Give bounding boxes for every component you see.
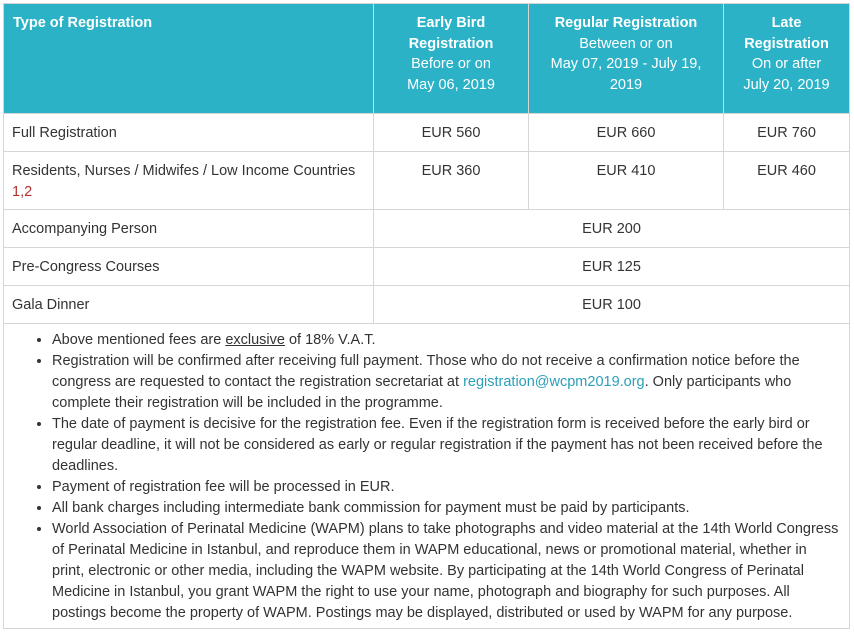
row-label: Gala Dinner [4, 286, 374, 324]
header-late-line2: Registration [744, 35, 829, 52]
regular-fee: EUR 410 [529, 152, 724, 210]
regular-fee: EUR 660 [529, 114, 724, 152]
header-regular-line2: Between or on [579, 35, 673, 52]
note-text: Above mentioned fees are [52, 332, 226, 348]
list-item [52, 330, 839, 351]
notes-row [4, 324, 850, 629]
header-row [4, 4, 850, 114]
footnote-ref: 1,2 [12, 183, 33, 200]
note-emphasis: exclusive [225, 332, 285, 348]
note-text: of 18% V.A.T. [284, 332, 376, 348]
header-late-line4: July 20, 2019 [743, 76, 830, 93]
late-fee: EUR 460 [724, 152, 850, 210]
list-item: • World Association of Perinatal Medicine (WAPM) plans to take photographs and video material at the 14th World Congress of Perinatal Medicine in Istanbul, and reproduce them in WAPM educational, news or promotional material, whether in print, electronic or other media, including the WAPM website. By participating at the 14th World Congress of Perinatal Medicine in Istanbul, you grant WAPM the right to use your name, photograph and biography for such purposes. All postings become the property of WAPM. Postings may be displayed, distributed or used by WAPM for any purpose. [52, 519, 839, 624]
row-label-text: Residents, Nurses / Midwifes / Low Income Countries [12, 163, 356, 179]
header-type: Type of Registration [4, 4, 374, 114]
registration-fees-table [3, 3, 850, 629]
flat-fee: EUR 200 [374, 210, 850, 248]
table-row [4, 286, 850, 324]
header-regular-line1: Regular Registration [554, 15, 698, 31]
header-early-line4: May 06, 2019 [407, 76, 495, 93]
list-item: • The date of payment is decisive for the registration fee. Even if the registration form is received before the early bird or regular deadline, it will not be considered as early or regular registration if the payment has not been received before the deadlines. [52, 414, 839, 477]
header-late [724, 4, 850, 114]
late-fee: EUR 760 [724, 114, 850, 152]
list-item [52, 351, 839, 414]
note-text: Registration will be confirmed after receiving full payment. Those who do not receive a confirmation notice before the congress are requested to contact the registration secretariat at [52, 353, 800, 390]
row-label [4, 152, 374, 210]
early-bird-fee: EUR 360 [374, 152, 529, 210]
flat-fee: EUR 125 [374, 248, 850, 286]
row-label: Pre-Congress Courses [4, 248, 374, 286]
table-row [4, 114, 850, 152]
header-regular-line4: 2019 [609, 76, 643, 93]
header-early-line1: Early Bird [416, 15, 486, 31]
row-label: Accompanying Person [4, 210, 374, 248]
registration-email-link[interactable]: registration@wcpm2019.org [463, 374, 645, 390]
table-row [4, 152, 850, 210]
list-item: • All bank charges including intermediate bank commission for payment must be paid by participants. [52, 498, 839, 519]
table-row [4, 210, 850, 248]
header-early-line3: Before or on [411, 56, 491, 72]
row-label: Full Registration [4, 114, 374, 152]
header-early-line2: Registration [408, 35, 494, 52]
note-text: . Only participants who complete their registration will be included in the programme. [52, 374, 792, 411]
flat-fee: EUR 100 [374, 286, 850, 324]
header-early-bird [374, 4, 529, 114]
header-late-line1: Late [771, 15, 802, 31]
notes-cell [4, 324, 850, 629]
notes-list [14, 330, 839, 624]
header-regular [529, 4, 724, 114]
list-item: • Payment of registration fee will be processed in EUR. [52, 477, 839, 498]
header-regular-line3: May 07, 2019 - July 19, [550, 56, 702, 72]
header-late-line3: On or after [751, 56, 822, 72]
table-row [4, 248, 850, 286]
early-bird-fee: EUR 560 [374, 114, 529, 152]
